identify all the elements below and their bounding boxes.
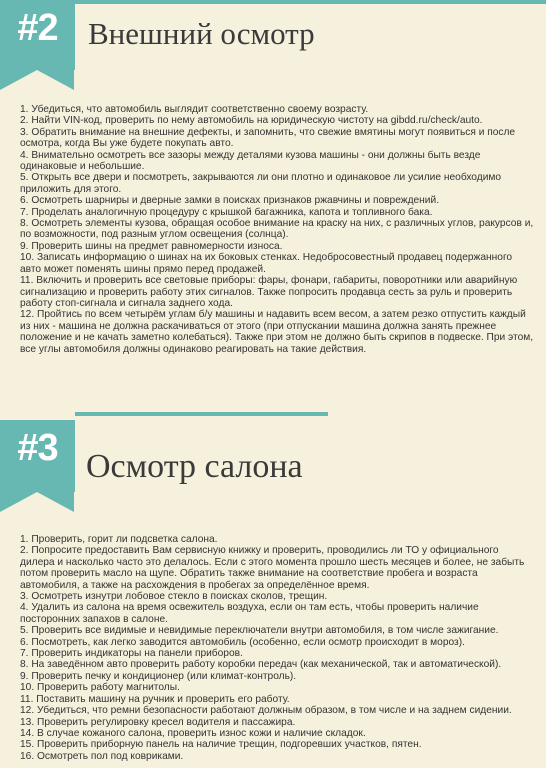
list-item: 2. Попросите предоставить Вам сервисную книжку и проверить, проводились ли ТО у официального дилера и насколько часто это делалось. Если с этого момента прошло шесть месяцев и более, не забыть потом проверить масло на щупе. Обратить также внимание на соответствие пробега и возраста автомобиля, а также на расхождения в пробегах за определённое время. bbox=[20, 545, 525, 591]
list-item: 9. Проверить печку и кондиционер (или климат-контроль). bbox=[20, 670, 297, 682]
section-number: #3 bbox=[17, 427, 58, 469]
section-title: Внешний осмотр bbox=[88, 16, 315, 51]
section-divider-bar bbox=[75, 412, 328, 416]
list-item: 4. Внимательно осмотреть все зазоры между деталями кузова машины - они должны быть везде одинаковые и небольшие. bbox=[20, 149, 481, 173]
list-item: 5. Проверить все видимые и невидимые переключатели внутри автомобиля, в том числе зажигание. bbox=[20, 625, 499, 637]
list-item: 6. Посмотреть, как легко заводится автомобиль (особенно, если осмотр происходит в мороз). bbox=[20, 636, 465, 648]
list-item: 3. Осмотреть изнутри лобовое стекло в поисках сколов, трещин. bbox=[20, 591, 328, 603]
list-item: 16. Осмотреть пол под ковриками. bbox=[20, 750, 184, 762]
list-item: 7. Проделать аналогичную процедуру с крышкой багажника, капота и топливного бака. bbox=[20, 206, 433, 218]
list-item: 3. Обратить внимание на внешние дефекты, и запомнить, что свежие вмятины могут появиться и после осмотра, когда Вы уже будете покупать авто. bbox=[20, 126, 516, 150]
list-item: 8. Осмотреть элементы кузова, обращая особое внимание на краску на них, с различных углов, ракурсов и, по возможности, под разным углом освещения (солнца). bbox=[20, 218, 534, 241]
section-title: Осмотр салона bbox=[86, 448, 303, 485]
section-number: #2 bbox=[17, 7, 58, 49]
list-item: 10. Записать информацию о шинах на их боковых стенках. Недобросовестный продавец подержанного авто может поменять шины прямо перед продажей. bbox=[20, 252, 513, 275]
list-item: 12. Пройтись по всем четырём углам б/у машины и надавить всем весом, а затем резко отпустить каждый из них - машина не должна раскачиваться от этого (при отпускании машина должна занять прежнее положение и не качать заметно колебаться). Также при этом не должно быть скрипов в подвеске. При этом, все углы автомобиля должны одинаково реагировать на такие действия. bbox=[20, 309, 534, 355]
list-item: 13. Проверить регулировку кресел водителя и пассажира. bbox=[20, 716, 296, 728]
list-item: 8. На заведённом авто проверить работу коробки передач (как механической, так и автоматической). bbox=[20, 659, 502, 671]
list-item: 15. Проверить приборную панель на наличие трещин, подгоревших участков, пятен. bbox=[20, 739, 422, 751]
list-item: 5. Открыть все двери и посмотреть, закрываются ли они плотно и одинаковое ли усилие необходимо приложить для этого. bbox=[20, 172, 502, 195]
checklist-interior bbox=[20, 534, 535, 762]
list-item: 11. Поставить машину на ручник и проверить его работу. bbox=[20, 693, 290, 705]
top-divider-bar bbox=[75, 0, 546, 4]
section-badge-ribbon bbox=[0, 0, 75, 70]
checklist-exterior bbox=[20, 104, 535, 355]
list-item: 1. Проверить, горит ли подсветка салона. bbox=[20, 534, 218, 545]
section-badge-ribbon bbox=[0, 420, 75, 492]
list-item: 11. Включить и проверить все световые приборы: фары, фонари, габариты, поворотники или аварийную сигнализацию и проверить работу этих сигналов. Также попросить продавца сесть за руль и проверить работу стоп-сигнала и сигнала заднего хода. bbox=[20, 275, 518, 309]
list-item: 10. Проверить работу магнитолы. bbox=[20, 682, 180, 694]
list-item: 14. В случае кожаного салона, проверить износ кожи и наличие складок. bbox=[20, 727, 366, 739]
list-item: 12. Убедиться, что ремни безопасности работают должным образом, в том числе и на заднем сидении. bbox=[20, 705, 512, 717]
list-item: 2. Найти VIN-код, проверить по нему автомобиль на юридическую чистоту на gibdd.ru/check/auto. bbox=[20, 115, 483, 127]
list-item: 6. Осмотреть шарниры и дверные замки в поисках признаков ржавчины и повреждений. bbox=[20, 195, 440, 207]
list-item: 4. Удалить из салона на время освежитель воздуха, если он там есть, чтобы проверить наличие посторонних запахов в салоне. bbox=[20, 602, 479, 625]
list-item: 7. Проверить индикаторы на панели приборов. bbox=[20, 648, 243, 660]
list-item: 1. Убедиться, что автомобиль выглядит соответственно своему возрасту. bbox=[20, 104, 369, 115]
list-item: 9. Проверить шины на предмет равномерности износа. bbox=[20, 240, 283, 252]
